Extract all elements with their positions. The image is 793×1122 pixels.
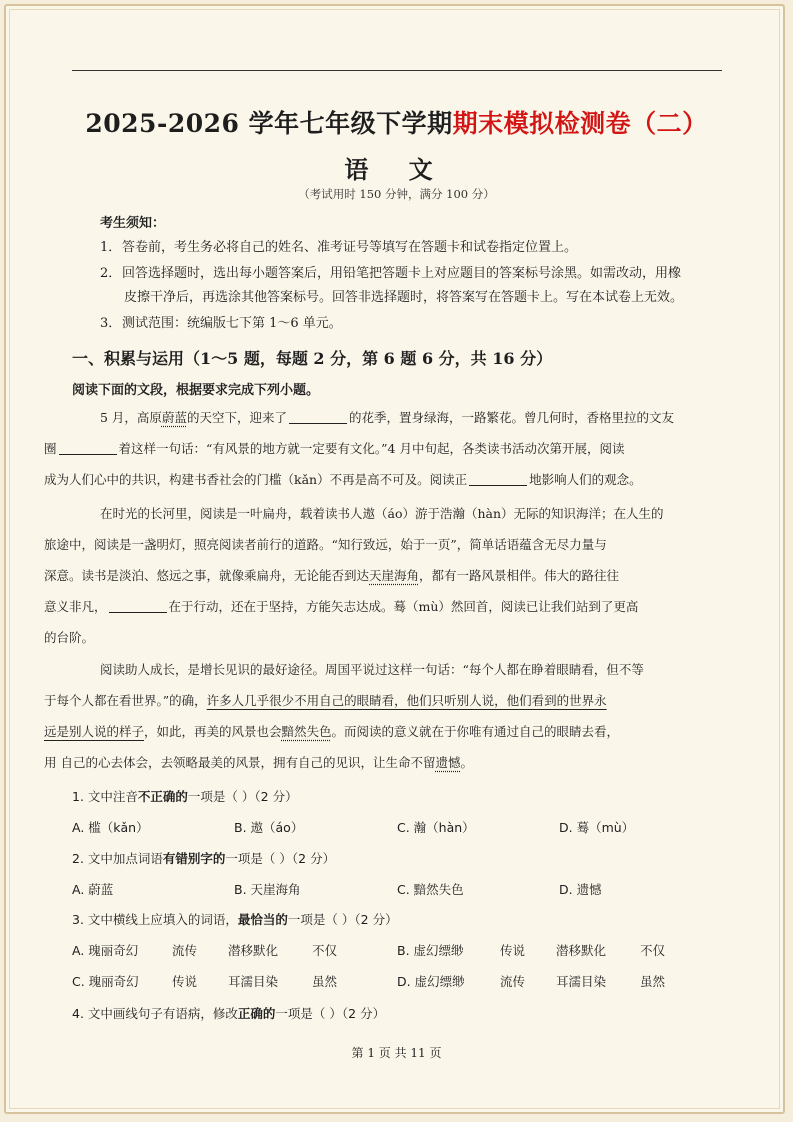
text: 成为人们心中的共识，构建书香社会的门槛（kǎn）不再是高不可及。阅读正 — [44, 472, 468, 487]
option-word: 不仅 — [312, 943, 338, 958]
question-1 — [72, 787, 298, 805]
text: 阅读助人成长，是增长见识的最好途径。周国平说过这样一句话：“每个人都在睁着眼睛看，但不等 — [100, 662, 644, 677]
text: 意义非凡， — [44, 599, 107, 614]
notice-heading: 考生须知： — [100, 216, 166, 231]
text: ，都有一路风景相伴。伟大的路往往 — [419, 568, 620, 583]
question-text: 4. 文中画线句子有语病，修改 — [72, 1006, 238, 1021]
text: 用 自己的心去体会，去领略最美的风景，拥有自己的见识，让生命不留 — [44, 755, 436, 770]
option-word: 潜移默化 — [228, 943, 279, 958]
option-b[interactable]: B. 虚幻缥缈 — [397, 943, 464, 958]
underlined-sentence: 许多人几乎很少不用自己的眼睛看，他们只听别人说，他们看到的世界永 — [206, 693, 607, 708]
notice-num: 3． — [100, 316, 122, 331]
option-word: 潜移默化 — [556, 943, 607, 958]
option-word: 耳濡目染 — [228, 974, 279, 989]
text: 深意。读书是淡泊、悠远之事，就像乘扁舟，无论能否到达 — [44, 568, 370, 583]
notice-item-2 — [100, 262, 730, 286]
option-b[interactable]: B. 天崖海角 — [234, 882, 301, 897]
option-word: 不仅 — [640, 943, 666, 958]
dotted-word: 蔚蓝 — [161, 410, 187, 425]
option-word: 耳濡目染 — [556, 974, 607, 989]
text: 。 — [460, 755, 474, 770]
notice-text: 测试范围：统编版七下第 1～6 单元。 — [122, 316, 342, 331]
option-a[interactable]: A. 蔚蓝 — [72, 882, 114, 897]
text: 。而阅读的意义就在于你唯有通过自己的眼睛去看， — [331, 724, 620, 739]
question-text: 一项是（ ）（2 分） — [275, 1006, 386, 1021]
question-text: 3. 文中横线上应填入的词语， — [72, 912, 238, 927]
option-word: 传说 — [500, 943, 526, 958]
option-d[interactable]: D. 蓦（mù） — [559, 820, 635, 835]
notice-num: 2． — [100, 266, 122, 281]
title-highlight: 期末模拟检测卷（二） — [452, 109, 708, 138]
exam-title — [0, 104, 793, 140]
text: 5 月，高原 — [100, 410, 162, 425]
option-word: 传说 — [172, 974, 198, 989]
question-4 — [72, 1004, 385, 1022]
question-text: 2. 文中加点词语 — [72, 851, 163, 866]
notice-item-3 — [100, 312, 730, 336]
question-emphasis: 不正确的 — [137, 789, 188, 804]
text: 的天空下，迎来了 — [186, 410, 287, 425]
text: 着这样一句话：“有风景的地方就一定要有文化。”4 月中旬起，各类读书活动次第开展，阅读 — [118, 441, 625, 456]
dotted-word: 天崖海角 — [369, 568, 420, 583]
question-2 — [72, 849, 335, 867]
dotted-word: 黯然失色 — [281, 724, 332, 739]
option-word: 虽然 — [312, 974, 338, 989]
question-emphasis: 最恰当的 — [237, 912, 288, 927]
passage-paragraph-1 — [44, 402, 722, 495]
page-number: 第 1 页 共 11 页 — [351, 1046, 442, 1060]
notice-text: 回答选择题时，选出每小题答案后，用铅笔把答题卡上对应题目的答案标号涂黑。如需改动，用橡 — [122, 266, 682, 281]
question-emphasis: 有错别字的 — [162, 851, 226, 866]
underlined-sentence: 远是别人说的样子 — [44, 724, 145, 739]
section-instruction: 阅读下面的文段，根据要求完成下列小题。 — [72, 383, 320, 398]
text: 在于行动，还在于坚持，方能矢志达成。蓦（mù）然回首，阅读已让我们站到了更高 — [168, 599, 639, 614]
text: 旅途中，阅读是一盏明灯，照亮阅读者前行的道路。“知行致远，始于一页”，简单话语蕴含无尽力量与 — [44, 537, 607, 552]
notice-item-2-cont: 皮擦干净后，再选涂其他答案标号。回答非选择题时，将答案写在答题卡上。写在本试卷上无效。 — [124, 290, 684, 305]
text: 的台阶。 — [44, 630, 95, 645]
option-c[interactable]: C. 瑰丽奇幻 — [72, 974, 139, 989]
question-text: 一项是（ ）（2 分） — [225, 851, 336, 866]
fill-blank-3 — [469, 471, 527, 486]
fill-blank-2 — [59, 440, 117, 455]
text: 地影响人们的观念。 — [529, 472, 642, 487]
text: 的花季，置身绿海，一路繁花。曾几何时，香格里拉的文友 — [348, 410, 674, 425]
question-3 — [72, 910, 398, 928]
text: 在时光的长河里，阅读是一叶扁舟，载着读书人遨（áo）游于浩瀚（hàn）无际的知识海洋；在人生的 — [100, 506, 664, 521]
title-prefix: 2025-2026 学年七年级下学期 — [85, 109, 453, 138]
option-c[interactable]: C. 黯然失色 — [397, 882, 464, 897]
text: 圈 — [44, 441, 57, 456]
option-c[interactable]: C. 瀚（hàn） — [397, 820, 475, 835]
exam-info: （考试用时 150 分钟，满分 100 分） — [298, 187, 495, 201]
question-text: 一项是（ ）（2 分） — [187, 789, 298, 804]
section-heading: 一、积累与运用（1～5 题，每题 2 分，第 6 题 6 分，共 16 分） — [72, 349, 553, 368]
text: 于每个人都在看世界。”的确， — [44, 693, 207, 708]
option-word: 虽然 — [640, 974, 666, 989]
passage-paragraph-3 — [44, 654, 722, 778]
notice-text: 答卷前，考生务必将自己的姓名、准考证号等填写在答题卡和试卷指定位置上。 — [122, 240, 578, 255]
notice-item-1 — [100, 236, 730, 260]
fill-blank-1 — [289, 409, 347, 424]
option-d[interactable]: D. 虚幻缥缈 — [397, 974, 465, 989]
question-emphasis: 正确的 — [237, 1006, 276, 1021]
dotted-word: 遗憾 — [435, 755, 461, 770]
header-rule — [72, 70, 722, 71]
option-b[interactable]: B. 遨（áo） — [234, 820, 304, 835]
option-d[interactable]: D. 遗憾 — [559, 882, 602, 897]
option-word: 流传 — [172, 943, 198, 958]
option-a[interactable]: A. 瑰丽奇幻 — [72, 943, 139, 958]
text: ，如此，再美的风景也会 — [144, 724, 282, 739]
notice-num: 1． — [100, 240, 122, 255]
option-a[interactable]: A. 槛（kǎn） — [72, 820, 149, 835]
fill-blank-4 — [109, 598, 167, 613]
subject-title: 语 文 — [344, 155, 449, 184]
question-text: 1. 文中注音 — [72, 789, 138, 804]
passage-paragraph-2 — [44, 498, 722, 653]
question-text: 一项是（ ）（2 分） — [287, 912, 398, 927]
option-word: 流传 — [500, 974, 526, 989]
